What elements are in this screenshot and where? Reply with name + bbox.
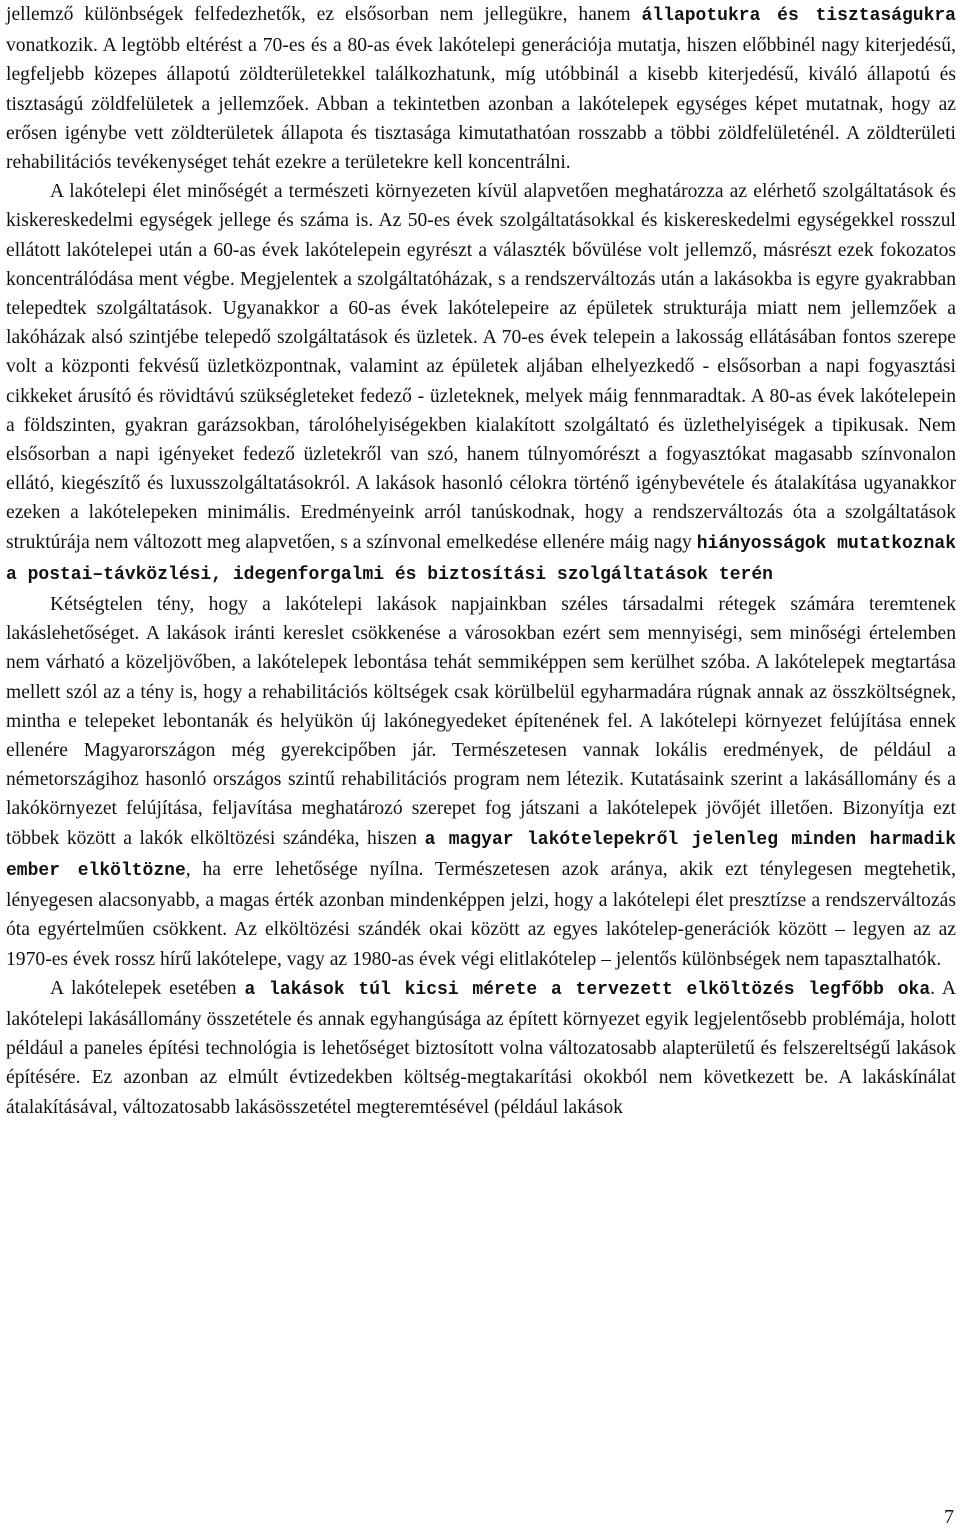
paragraph-2 <box>6 177 956 590</box>
paragraph-4-text-a: A lakótelepek esetében <box>50 977 245 999</box>
paragraph-3-text-a: Kétségtelen tény, hogy a lakótelepi lakások napjainkban széles társadalmi rétegek számára teremtenek lakáslehetőséget. A lakások iránti kereslet csökkenése a városokban ezért sem mennyiségi, sem minőségi értelemben nem várható a közeljövőben, a lakótelepek lebontása tehát semmiképpen sem kerülhet szóba. A lakótelepek megtartása mellett szól az a tény is, hogy a rehabilitációs költségek csak körülbelül egyharmadára rúgnak annak az összköltségnek, mintha e telepeket lebontanák és helyükön új lakónegyedeket építenének fel. A lakótelepi környezet felújítása ennek ellenére Magyarországon még gyerekcipőben jár. Természetesen vannak lokális eredmények, de például a németországihoz hasonló országos szintű rehabilitációs program nem létezik. Kutatásaink szerint a lakásállomány és a lakókörnyezet felújítása, feljavítása meghatározó szerepet fog játszani a lakótelepek jövőjét illetően. Bizonyítja ezt többek között a lakók elköltözési szándéka, hiszen <box>6 594 956 849</box>
paragraph-1-text-a: jellemző különbségek felfedezhetők, ez elsősorban nem jellegükre, hanem <box>6 4 642 25</box>
paragraph-1-text-c: vonatkozik. A legtöbb eltérést a 70-es és a 80-as évek lakótelepi generációja mutatja, hiszen előbbinél nagy kiterjedésű, legfeljebb közepes állapotú zöldterületekkel találkozhatunk, míg utóbbinál a kisebb kiterjedésű, kiváló állapotú és tisztaságú zöldfelületek a jellemzőek. <box>6 35 956 115</box>
page-number: 7 <box>944 1506 954 1528</box>
paragraph-1 <box>6 0 956 177</box>
emphasis-service-gaps: hiányosságok mutatkoznak a postai–távközlési, idegenforgalmi és biztosítási szolgáltatások terén <box>6 533 957 585</box>
paragraph-4 <box>6 974 956 1122</box>
emphasis-flat-size: a lakások túl kicsi mérete a tervezett elköltözés legfőbb oka <box>244 979 931 1000</box>
emphasis-condition-cleanliness: állapotukra és tisztaságukra <box>641 6 956 26</box>
paragraph-4-text-c: . A lakótelepi lakásállomány összetétele és annak egyhangúsága az épített környezet egyik legjelentősebb problémája, holott például a paneles építési technológia is lehetőséget biztosított volna változatosabb alapterületű és felszereltségű lakások építésére. Ez azonban az elmúlt évtizedekben költség-megtakarítási okokból nem következett be. A lakáskínálat átalakításával, változatosabb lakásösszetétel megteremtésével (például lakások <box>6 977 956 1118</box>
paragraph-2-text-a: A lakótelepi élet minőségét a természeti környezeten kívül alapvetően meghatározza az elérhető szolgáltatások és kiskereskedelmi egységek jellege és száma is. Az 50-es évek szolgáltatásokkal és kiskereskedelmi egységekkel rosszul ellátott lakótelepei után a 60-as évek lakótelepein egyrészt a választék bővülése volt jellemző, másrészt ezek fokozatos koncentrálódása ment végbe. Megjelentek a szolgáltatóházak, s a rendszerváltozás után a lakásokba is egyre gyakrabban telepedtek szolgáltatások. Ugyanakkor a 60-as évek lakótelepeire az épületek strukturája miatt nem jellemzőek a lakóházak alsó szintjébe telepedő szolgáltatások és üzletek. A 70-es évek telepein a lakosság ellátásában fontos szerepe volt a központi fekvésű üzletközpontnak, valamint az épületek aljában elhelyezkedő - elsősorban a napi fogyasztási cikkeket árusító és rövidtávú szükségleteket fedező - üzleteknek, melyek máig fennmaradtak. A 80-as évek lakótelepein a földszinten, gyakran garázsokban, tárolóhelyiségekben kialakított szolgáltató és üzlethelyiségek a tipikusak. Nem elsősorban a napi igényeket fedező üzletekről van szó, hanem túlnyomórészt a fogyasztókat magasabb színvonalon ellátó, kiegészítő és luxusszolgáltatásokról. A lakások hasonló célokra történő igénybevétele és átalakítása ugyanakkor ezeken a lakótelepeken minimális. Eredményeink arról tanúskodnak, hogy a rendszerváltozás óta a szolgáltatások struktúrája nem változott meg alapvetően, s a színvonal emelkedése ellenére máig nagy <box>6 181 956 553</box>
paragraph-1-text-d: Abban a tekintetben azonban a lakótelepek egységes képet mutatnak, hogy az erősen igénybe vett zöldterületek állapota és tisztasága kimutathatóan rosszabb a többi zöldfelületénél. A zöldterületi rehabilitációs tevékenységet tehát ezekre a területekre kell koncentrálni. <box>6 93 956 174</box>
paragraph-3 <box>6 590 956 974</box>
document-body <box>6 0 956 1122</box>
paragraph-3-text-c: , ha erre lehetősége nyílna. Természetesen azok aránya, akik ezt ténylegesen megtehetik, lényegesen alacsonyabb, a magas érték azonban mindenképpen jelzi, hogy a lakótelepi élet presztízse a rendszerváltozás óta egyértelműen csökkent. Az elköltözési szándék okai között az egyes lakótelep-generációk között – legyen az az 1970-es évek rossz hírű lakótelepe, vagy az 1980-as évek végi elitlakótelep – jelentős különbségek nem tapasztalhatók. <box>6 858 957 970</box>
emphasis-moving-out: a magyar lakótelepekről jelenleg minden harmadik ember elköltözne <box>6 829 956 881</box>
